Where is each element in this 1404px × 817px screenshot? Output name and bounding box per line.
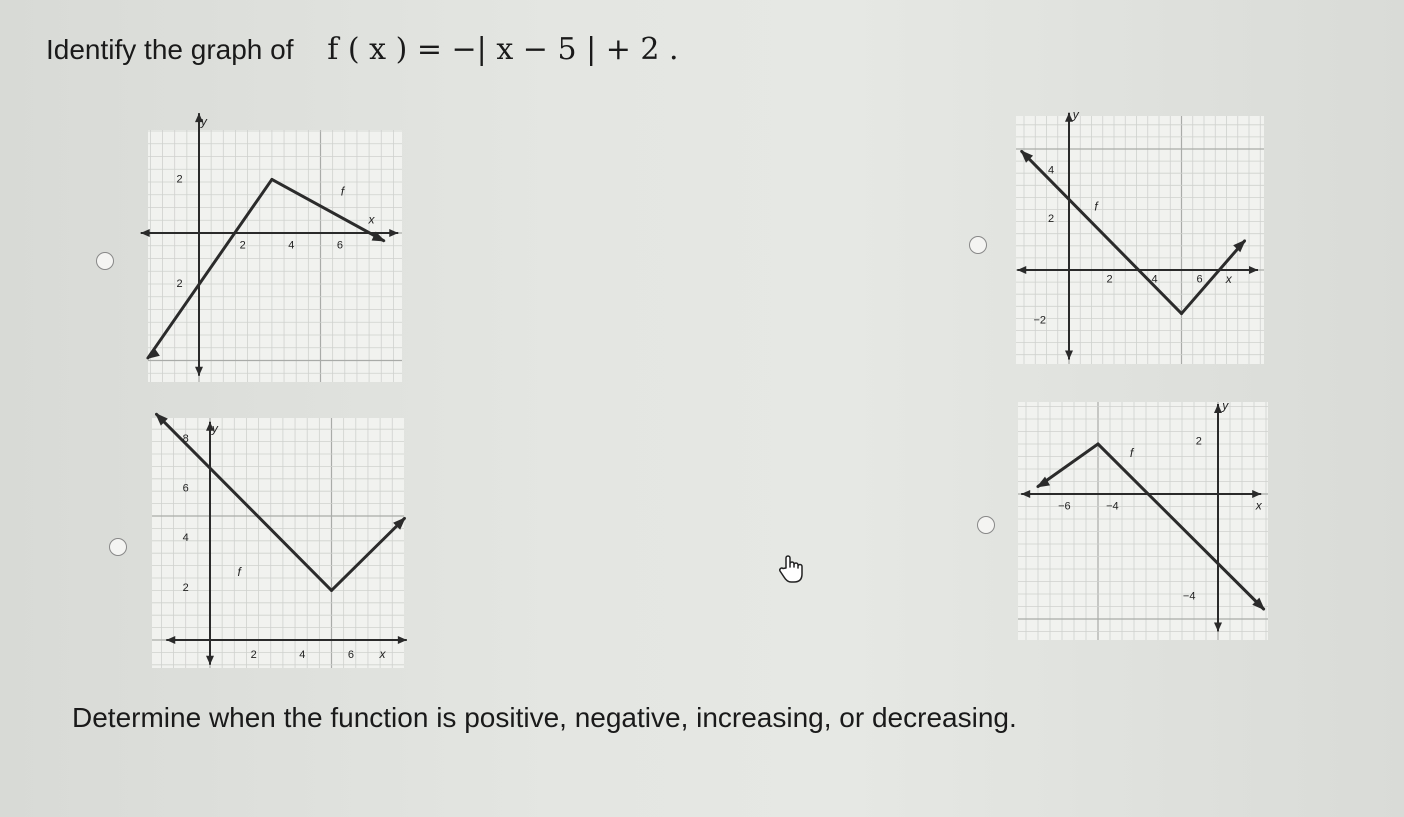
tick-label: y bbox=[200, 114, 207, 129]
instruction-text: Determine when the function is positive, negative, increasing, or decreasing. bbox=[72, 702, 1017, 733]
option-a-radio[interactable] bbox=[96, 252, 114, 270]
hand-cursor-icon bbox=[776, 552, 810, 591]
tick-label: 6 bbox=[347, 648, 355, 661]
tick-label: 4 bbox=[1047, 164, 1055, 177]
tick-label: −4 bbox=[1182, 590, 1196, 603]
tick-label: 2 bbox=[176, 173, 183, 186]
tick-label: 2 bbox=[1047, 213, 1055, 226]
tick-label: f bbox=[237, 565, 241, 580]
tick-label: f bbox=[340, 184, 345, 199]
tick-label: 4 bbox=[182, 532, 189, 545]
option-c-graph[interactable] bbox=[152, 418, 404, 668]
tick-label: −4 bbox=[1106, 500, 1119, 513]
tick-label: 2 bbox=[1195, 435, 1202, 448]
tick-label: 6 bbox=[1196, 273, 1203, 286]
tick-label: f bbox=[1094, 199, 1098, 214]
option-b-graph[interactable] bbox=[1016, 107, 1264, 364]
option-b-graph-svg bbox=[1016, 107, 1264, 364]
tick-label: x bbox=[368, 212, 375, 227]
tick-label: y bbox=[1072, 107, 1079, 122]
tick-label: 4 bbox=[299, 648, 306, 661]
tick-label: −2 bbox=[1033, 314, 1047, 327]
tick-label: y bbox=[1222, 398, 1229, 413]
question-label: Identify the graph of bbox=[46, 34, 294, 65]
option-a-graph-svg bbox=[148, 114, 402, 382]
graph-background bbox=[148, 130, 402, 382]
tick-label: f bbox=[1129, 446, 1134, 461]
tick-label: 6 bbox=[182, 482, 189, 495]
option-d-radio[interactable] bbox=[977, 516, 995, 534]
question-function: f ( x ) = −| x − 5 | + 2 . bbox=[327, 32, 679, 67]
tick-label: 4 bbox=[1151, 273, 1158, 286]
option-a-graph[interactable] bbox=[148, 114, 402, 382]
tick-label: −6 bbox=[1058, 500, 1071, 513]
tick-label: 2 bbox=[250, 648, 257, 661]
graph-background bbox=[1018, 402, 1268, 640]
tick-label: 2 bbox=[239, 239, 246, 252]
x-axis-arrow-left bbox=[141, 229, 150, 237]
option-c-graph-svg bbox=[152, 418, 404, 668]
option-c-radio[interactable] bbox=[109, 538, 127, 556]
tick-label: x bbox=[1255, 498, 1262, 513]
option-d-graph-svg bbox=[1018, 398, 1268, 640]
tick-label: 2 bbox=[1106, 273, 1113, 286]
tick-label: x bbox=[379, 647, 386, 662]
question-text bbox=[46, 32, 679, 67]
tick-label: 2 bbox=[182, 581, 189, 594]
option-b-radio[interactable] bbox=[969, 236, 987, 254]
tick-label: 8 bbox=[182, 433, 189, 446]
tick-label: 6 bbox=[336, 239, 344, 252]
option-d-graph[interactable] bbox=[1018, 398, 1268, 640]
tick-label: 4 bbox=[288, 239, 295, 252]
graph-background bbox=[152, 418, 404, 668]
tick-label: 2 bbox=[176, 277, 183, 290]
tick-label: y bbox=[211, 421, 218, 436]
tick-label: x bbox=[1225, 271, 1232, 286]
